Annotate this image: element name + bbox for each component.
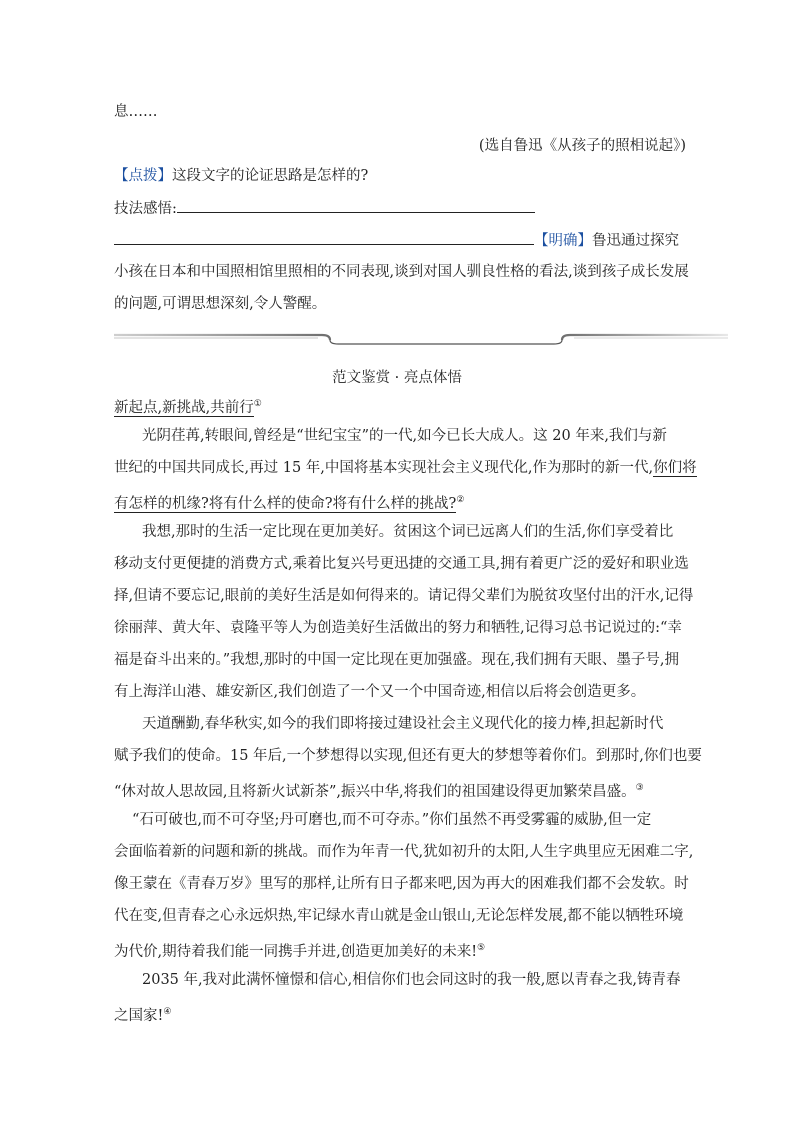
p1-line-3-underlined: 有怎样的机缘?将有什么样的使命?将有什么样的挑战? [114,496,457,512]
continuation-text: 息…… [114,104,158,120]
jifa-label: 技法感悟: [114,201,177,217]
p4-line-5-text: 为代价,期待着我们能一同携手并进,创造更加美好的未来! [114,944,478,960]
p2-line-2: 移动支付更便捷的消费方式,乘着比复兴号更迅捷的交通工具,拥有着更广泛的爱好和职业选 [114,556,689,572]
p1-line-3 [114,490,464,514]
dianbo-row [114,166,368,186]
essay-title: 新起点,新挑战,共前行 [114,400,254,416]
p1-line-2-underlined: 你们将 [653,460,697,476]
p3-line-2: 赋予我们的使命。15 年后,一个梦想得以实现,但还有更大的梦想等着你们。到那时,你们也要 [114,748,702,764]
answer-blank-1[interactable] [177,198,535,213]
p4-line-4: 代在变,但青春之心永远炽热,牢记绿水青山就是金山银山,无论怎样发展,都不能以牺牲环境 [114,908,684,924]
p2-line-1: 我想,那时的生活一定比现在更加美好。贫困这个词已远离人们的生活,你们享受着比 [142,524,674,540]
p1-line-2-text: 世纪的中国共同成长,再过 15 年,中国将基本实现社会主义现代化,作为那时的新一代, [114,460,654,476]
note-marker-4: ④ [163,1007,172,1017]
p5-line-1: 2035 年,我对此满怀憧憬和信心,相信你们也会同这时的我一般,愿以青春之我,铸青春 [142,972,681,988]
essay-title-row [114,394,262,418]
source-citation: (选自鲁迅《从孩子的照相说起》) [478,138,686,154]
jifa-row [114,198,535,219]
note-marker-3: ③ [635,783,644,793]
mingque-text-1: 鲁迅通过探究 [592,233,679,249]
p4-line-1: “石可破也,而不可夺坚;丹可磨也,而不可夺赤。”你们虽然不再受雾霾的威胁,但一定 [132,812,652,828]
dianbo-question: 这段文字的论证思路是怎样的? [172,168,369,184]
mingque-text-2: 小孩在日本和中国照相馆里照相的不同表现,谈到对国人驯良性格的看法,谈到孩子成长发展 [114,264,689,280]
mingque-label: 【明确】 [534,233,592,249]
p3-line-1: 天道酬勤,春华秋实,如今的我们即将接过建设社会主义现代化的接力棒,担起新时代 [142,716,664,732]
mingque-row [114,230,679,251]
p1-line-1: 光阴荏苒,转眼间,曾经是“世纪宝宝”的一代,如今已长大成人。这 20 年来,我们与新 [142,428,667,444]
answer-blank-2[interactable] [114,230,534,245]
p2-line-5: 福是奋斗出来的。”我想,那时的中国一定比现在更加强盛。现在,我们拥有天眼、墨子号,拥 [114,652,679,668]
p2-line-3: 择,但请不要忘记,眼前的美好生活是如何得来的。请记得父辈们为脱贫攻坚付出的汗水,记得 [114,588,694,604]
p1-line-2 [114,458,697,478]
p4-line-5 [114,938,485,962]
p5-line-2-text: 之国家! [114,1008,164,1024]
p4-line-2: 会面临着新的问题和新的挑战。而作为年青一代,犹如初升的太阳,人生字典里应无困难二字, [114,844,694,860]
p3-line-3-text: “休对故人思故园,且将新火试新茶”,振兴中华,将我们的祖国建设得更加繁荣昌盛。 [114,784,636,800]
p2-line-4: 徐丽萍、黄大年、袁隆平等人为创造美好生活做出的努力和牺牲,记得习总书记说过的:“幸 [114,620,682,636]
note-marker-1: ① [253,399,262,409]
p4-line-3: 像王蒙在《青春万岁》里写的那样,让所有日子都来吧,因为再大的困难我们都不会发软。时 [114,876,689,892]
note-marker-2: ② [456,495,465,505]
decorative-divider [114,330,728,350]
section-heading: 范文鉴赏 · 亮点体悟 [332,370,462,386]
p2-line-6: 有上海洋山港、雄安新区,我们创造了一个又一个中国奇迹,相信以后将会创造更多。 [114,684,646,700]
p5-line-2 [114,1002,171,1026]
mingque-text-3: 的问题,可谓思想深刻,令人警醒。 [114,296,327,312]
note-marker-5: ⑤ [477,943,486,953]
p3-line-3 [114,778,644,802]
dianbo-label: 【点拨】 [114,168,172,184]
